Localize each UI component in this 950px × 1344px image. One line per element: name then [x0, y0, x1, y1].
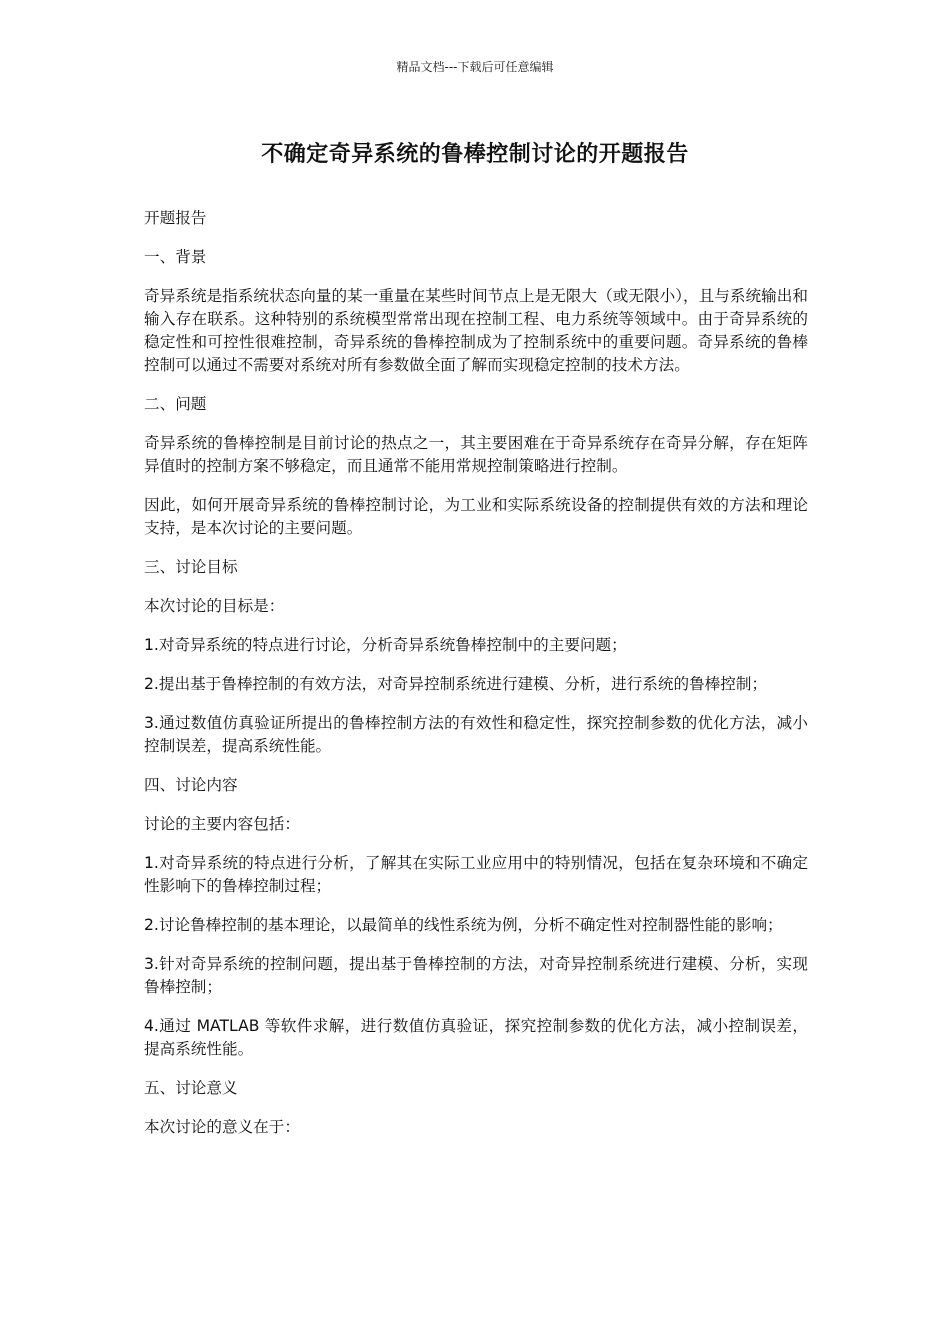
heading-objectives: 三、讨论目标 — [144, 558, 238, 576]
list-item: 1.对奇异系统的特点进行分析，了解其在实际工业应用中的特别情况，包括在复杂环境和不确定性影响下的鲁棒控制过程； — [144, 854, 808, 895]
list-item: 4.通过 MATLAB 等软件求解，进行数值仿真验证，探究控制参数的优化方法，减小控制误差，提高系统性能。 — [144, 1017, 808, 1058]
paragraph: 本次讨论的目标是： — [144, 597, 285, 615]
paragraph: 讨论的主要内容包括： — [144, 815, 300, 833]
heading-problem: 二、问题 — [144, 395, 207, 413]
list-item: 1.对奇异系统的特点进行讨论，分析奇异系统鲁棒控制中的主要问题； — [144, 636, 627, 654]
document-title: 不确定奇异系统的鲁棒控制讨论的开题报告 — [261, 142, 689, 167]
paragraph: 奇异系统的鲁棒控制是目前讨论的热点之一，其主要困难在于奇异系统存在奇异分解，存在矩阵异值时的控制方案不够稳定，而且通常不能用常规控制策略进行控制。 — [144, 434, 808, 475]
paragraph: 本次讨论的意义在于： — [144, 1118, 300, 1136]
paragraph: 奇异系统是指系统状态向量的某一重量在某些时间节点上是无限大（或无限小），且与系统输出和输入存在联系。这种特别的系统模型常常出现在控制工程、电力系统等领域中。由于奇异系统的稳定性和可控性很难控制，奇异系统的鲁棒控制成为了控制系统中的重要问题。奇异系统的鲁棒控制可以通过不需要对系统对所有参数做全面了解而实现稳定控制的技术方法。 — [144, 287, 808, 374]
header-note: 精品文档---下载后可任意编辑 — [396, 60, 554, 74]
list-item: 3.通过数值仿真验证所提出的鲁棒控制方法的有效性和稳定性，探究控制参数的优化方法，减小控制误差，提高系统性能。 — [144, 714, 808, 755]
list-item: 2.讨论鲁棒控制的基本理论，以最简单的线性系统为例，分析不确定性对控制器性能的影响； — [144, 916, 783, 934]
heading-background: 一、背景 — [144, 248, 207, 266]
paragraph: 因此，如何开展奇异系统的鲁棒控制讨论，为工业和实际系统设备的控制提供有效的方法和理论支持，是本次讨论的主要问题。 — [144, 496, 808, 537]
list-item: 3.针对奇异系统的控制问题，提出基于鲁棒控制的方法，对奇异控制系统进行建模、分析，实现鲁棒控制； — [144, 955, 808, 996]
list-item: 2.提出基于鲁棒控制的有效方法，对奇异控制系统进行建模、分析，进行系统的鲁棒控制； — [144, 675, 768, 693]
heading-content: 四、讨论内容 — [144, 776, 238, 794]
document-body — [144, 207, 808, 1155]
section-label: 开题报告 — [144, 209, 207, 227]
heading-significance: 五、讨论意义 — [144, 1079, 238, 1097]
